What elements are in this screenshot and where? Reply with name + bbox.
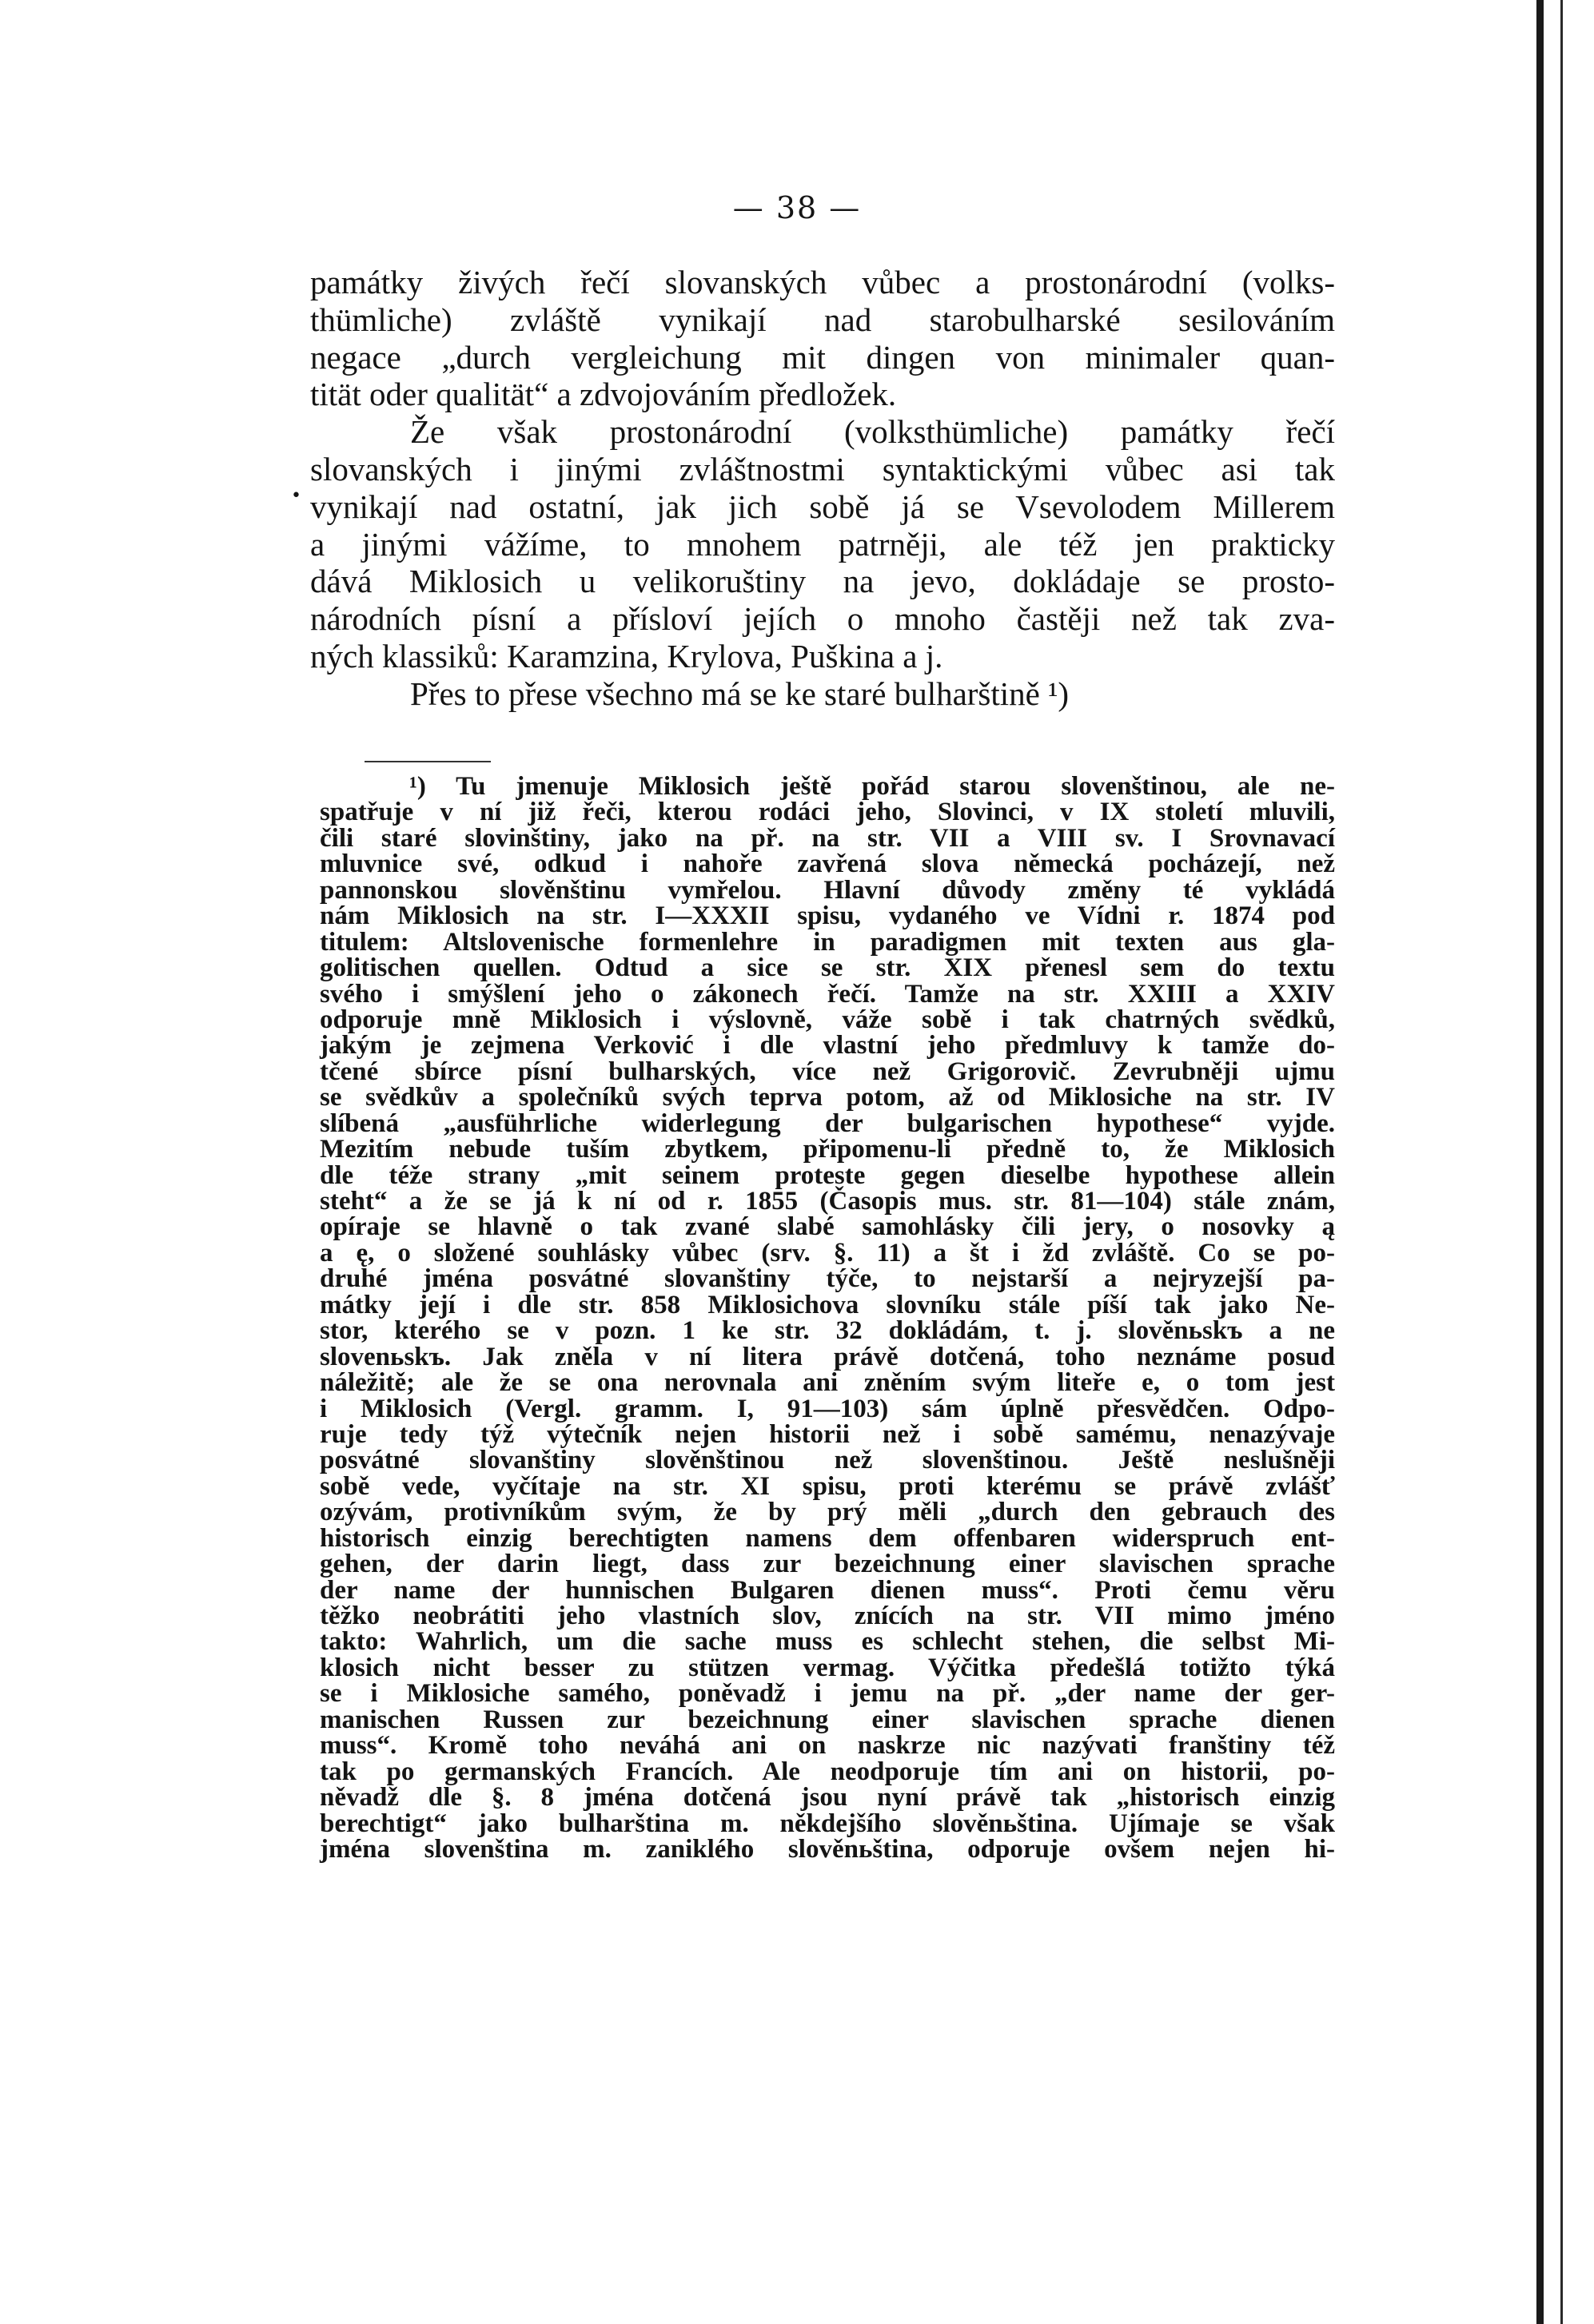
footnote-line: der name der hunnischen Bulgaren dienen muss“. Proti čemu věru xyxy=(320,1575,1335,1605)
footnote-line: těžko neobrátiti jeho vlastních slov, znících na str. VII mimo jméno xyxy=(320,1602,1335,1630)
footnote-line: tak po germanských Francích. Ale neodporuje tím ani on historii, po- xyxy=(320,1757,1335,1786)
footnote-line: náležitě; ale že se ona nerovnala ani zněním svým liteře e, o tom jest xyxy=(320,1368,1335,1398)
page-number: — 38 — xyxy=(732,190,862,225)
footnote-line: ruje tedy týž výtečník nejen historii než i sobě samému, nenazývaje xyxy=(320,1419,1335,1449)
text-line: negace „durch vergleichung mit dingen von minimaler quan- xyxy=(310,338,1335,376)
footnote-line: golitischen quellen. Odtud a sice se str. XIX přenesl sem do textu xyxy=(320,953,1335,983)
scan-edge-rule xyxy=(1536,0,1544,2324)
margin-mark: • xyxy=(291,486,301,506)
text-line: Že však prostonárodní (volksthümliche) památky řečí xyxy=(410,413,1335,451)
footnote-line: posvátné slovanštiny slověnštinou než slovenštinou. Ještě neslušněji xyxy=(320,1446,1335,1475)
text-line: ných klassiků: Karamzina, Krylova, Puškina a j. xyxy=(310,637,943,675)
footnote-line: jakým je zejmena Verković i dle vlastní jeho předmluvy k tamže do- xyxy=(320,1031,1335,1061)
footnote-line: ¹) Tu jmenuje Miklosich ještě pořád starou slovenštinou, ale ne- xyxy=(409,772,1335,801)
footnote-line: opíraje se hlavně o tak zvané slabé samohlásky čili jery, o nosovky ą xyxy=(320,1212,1335,1242)
footnote-line: pannonskou slověnštinu vymřelou. Hlavní důvody změny té vykládá xyxy=(320,875,1335,905)
footnote-line: mluvnice své, odkud i nahoře zavřená slova německá pocházejí, než xyxy=(320,850,1335,879)
footnote-line: se i Miklosiche samého, poněvadž i jemu na př. „der name der ger- xyxy=(320,1679,1335,1709)
footnote-line: tčené sbírce písní bulharských, více než Grigorovič. Zevrubněji ujmu xyxy=(320,1057,1335,1086)
footnote-line: svého i smýšlení jeho o zákonech řečí. Tamže na str. XXIII a XXIV xyxy=(320,979,1335,1009)
footnote-line: ozývám, protivníkům svým, že by prý měli „durch den gebrauch des xyxy=(320,1498,1335,1527)
footnote-line: historisch einzig berechtigten namens dem offenbaren widerspruch ent- xyxy=(320,1523,1335,1553)
footnote-line: slíbená „ausführliche widerlegung der bulgarischen hypothese“ vyjde. xyxy=(320,1108,1335,1138)
footnote-line: odporuje mně Miklosich i výslovně, váže sobě i tak chatrných svědků, xyxy=(320,1005,1335,1034)
footnote-line: gehen, der darin liegt, dass zur bezeichnung einer slavischen sprache xyxy=(320,1550,1335,1579)
text-line: národních písní a přísloví jejích o mnoho častěji než tak zva- xyxy=(310,600,1335,638)
footnote-line: a ę, o složené souhlásky vůbec (srv. §. 11) a št i žd zvláště. Co se po- xyxy=(320,1238,1335,1267)
footnote-line: čili staré slovinštiny, jako na př. na str. VII a VIII sv. I Srovnavací xyxy=(320,823,1335,853)
scan-edge xyxy=(1536,0,1594,2324)
footnote-line: něvadž dle §. 8 jména dotčená jsou nyní právě tak „historisch einzig xyxy=(320,1783,1335,1813)
footnote xyxy=(320,774,1335,1862)
footnote-line: slovenьskъ. Jak zněla v ní litera právě dotčená, toho neznáme posud xyxy=(320,1342,1335,1371)
footnote-line: jména slovenština m. zaniklého slověnьština, odporuje ovšem nejen hi- xyxy=(320,1834,1335,1864)
text-line: thümliche) zvláště vynikají nad starobulharské sesilováním xyxy=(310,300,1335,338)
footnote-line: mátky její i dle str. 858 Miklosichova slovníku stále píší tak jako Ne- xyxy=(320,1290,1335,1319)
footnote-line: druhé jména posvátné slovanštiny týče, to nejstarší a nejryzejší pa- xyxy=(320,1264,1335,1294)
footnote-line: sobě vede, vyčítaje na str. XI spisu, proti kterému se právě zvlášť xyxy=(320,1471,1335,1501)
footnote-line: se svědkův a společníků svých teprva potom, až od Miklosiche na str. IV xyxy=(320,1083,1335,1112)
text-line: tität oder qualität“ a zdvojováním předložek. xyxy=(310,376,897,413)
scan-edge-rule-thin xyxy=(1560,0,1563,2324)
text-line: dává Miklosich u velikoruštiny na jevo, dokládaje se prosto- xyxy=(310,563,1335,600)
text-line: vynikají nad ostatní, jak jich sobě já se Vsevolodem Millerem xyxy=(310,487,1335,525)
footnote-divider xyxy=(365,761,491,762)
footnote-line: i Miklosich (Vergl. gramm. I, 91—103) sám úplně přesvědčen. Odpo- xyxy=(320,1394,1335,1423)
footnote-line: takto: Wahrlich, um die sache muss es schlecht stehen, die selbst Mi- xyxy=(320,1627,1335,1657)
text-line: a jinými vážíme, to mnohem patrněji, ale též jen prakticky xyxy=(310,525,1335,563)
footnote-line: klosich nicht besser zu stützen vermag. Výčitka předešlá totižto týká xyxy=(320,1653,1335,1682)
footnote-line: titulem: Altslovenische formenlehre in paradigmen mit texten aus gla- xyxy=(320,927,1335,957)
footnote-line: stor, kterého se v pozn. 1 ke str. 32 dokládám, t. j. slověnьskъ a ne xyxy=(320,1316,1335,1346)
footnote-line: Mezitím nebude tuším zbytkem, připomenu-li předně to, že Miklosich xyxy=(320,1135,1335,1164)
footnote-line: berechtigt“ jako bulharština m. někdejšího slověnьština. Ujímaje se však xyxy=(320,1809,1335,1838)
text-line: památky živých řečí slovanských vůbec a prostonárodní (volks- xyxy=(310,264,1335,300)
footnote-line: spatřuje v ní již řeči, kterou rodáci jeho, Slovinci, v IX století mluvili, xyxy=(320,798,1335,827)
text-line: slovanských i jinými zvláštnostmi syntaktickými vůbec asi tak xyxy=(310,450,1335,487)
footnote-line: nám Miklosich na str. I—XXXII spisu, vydaného ve Vídni r. 1874 pod xyxy=(320,901,1335,931)
footnote-line: manischen Russen zur bezeichnung einer slavischen sprache dienen xyxy=(320,1705,1335,1734)
main-text xyxy=(310,264,1335,713)
footnote-line: dle téže strany „mit seinem proteste gegen dieselbe hypothese allein xyxy=(320,1160,1335,1190)
text-line: Přes to přese všechno má se ke staré bulharštině ¹) xyxy=(410,675,1070,712)
footnote-line: muss“. Kromě toho neváhá ani on naskrze nic nazývati franštiny též xyxy=(320,1731,1335,1761)
footnote-line: steht“ a že se já k ní od r. 1855 (Časopis mus. str. 81—104) stále znám, xyxy=(320,1187,1335,1216)
